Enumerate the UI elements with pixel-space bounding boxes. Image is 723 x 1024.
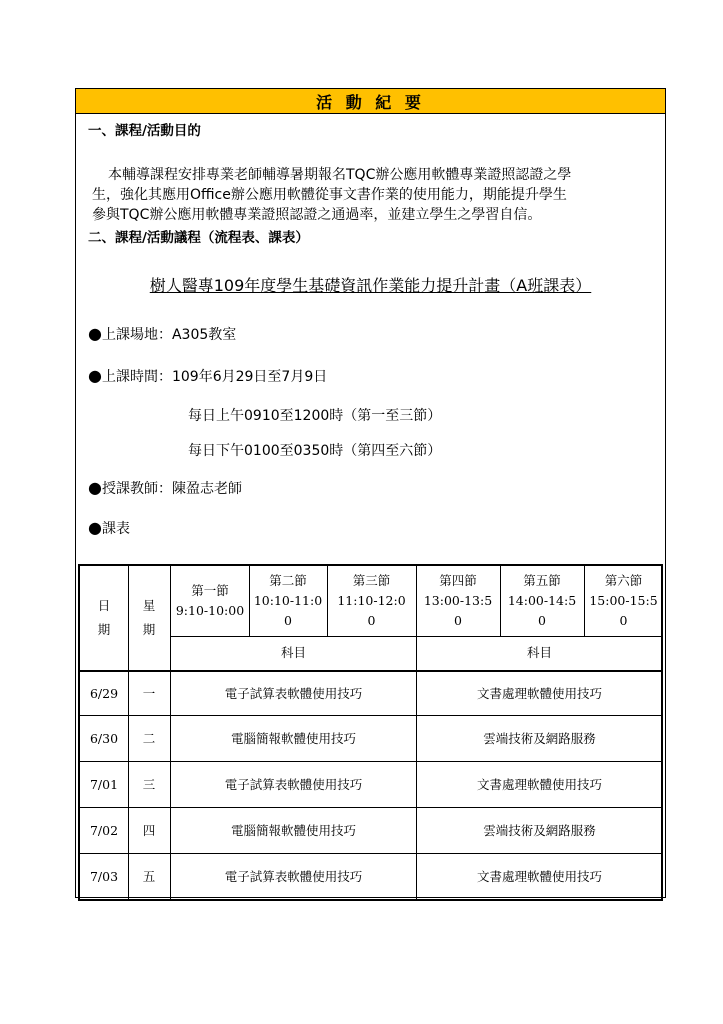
grid-line: [327, 566, 328, 636]
row-3-date: 7/01: [89, 776, 119, 792]
row-2-pm-subject: 雲端技術及網路服務: [483, 730, 596, 746]
time-line: [88, 366, 327, 386]
weekday-header: 星 期: [142, 598, 156, 637]
purpose-line-2: 生，強化其應用Office辦公應用軟體從事文書作業的使用能力，期能提升學生: [92, 187, 567, 203]
teacher-text: 授課教師：陳盈志老師: [101, 481, 242, 497]
morning-hours: 每日上午0910至1200時（第一至三節）: [188, 408, 442, 424]
row-2-weekday: 二: [142, 730, 156, 746]
period-5-header: 第五節 14:00-14:5 0: [507, 573, 577, 628]
row-5-date: 7/03: [89, 868, 119, 884]
row-4-date: 7/02: [89, 822, 119, 838]
grid-line: [249, 566, 250, 636]
grid-line: [584, 566, 585, 636]
row-5-pm-subject: 文書處理軟體使用技巧: [476, 868, 602, 884]
schedule-text: 課表: [101, 521, 130, 537]
grid-line: [80, 670, 663, 672]
row-3-weekday: 三: [142, 776, 156, 792]
activity-summary-frame: [75, 88, 666, 898]
row-4-pm-subject: 雲端技術及網路服務: [483, 822, 596, 838]
section1-title: 一、課程/活動目的: [88, 123, 201, 139]
purpose-line-3: 參與TQC辦公應用軟體專業證照認證之通過率，並建立學生之學習自信。: [92, 207, 542, 223]
row-1-pm-subject: 文書處理軟體使用技巧: [476, 685, 602, 701]
row-1-am-subject: 電子試算表軟體使用技巧: [224, 685, 363, 701]
grid-line: [170, 566, 171, 899]
bullet-icon: ●: [88, 478, 102, 497]
row-5-am-subject: 電子試算表軟體使用技巧: [224, 868, 363, 884]
period-3-header: 第三節 11:10-12:0 0: [337, 573, 406, 628]
row-2-date: 6/30: [89, 730, 119, 746]
venue-text: 上課場地：A305教室: [101, 327, 237, 343]
schedule-table: [78, 564, 663, 901]
row-4-weekday: 四: [142, 822, 156, 838]
row-1-weekday: 一: [142, 685, 156, 701]
row-2-am-subject: 電腦簡報軟體使用技巧: [230, 730, 356, 746]
grid-line: [500, 566, 501, 636]
plan-title: 樹人醫專109年度學生基礎資訊作業能力提升計畫（A班課表）: [149, 276, 592, 295]
bullet-icon: ●: [88, 518, 102, 537]
grid-line: [80, 807, 663, 808]
teacher-line: [88, 478, 242, 498]
grid-line: [80, 853, 663, 854]
grid-line: [80, 715, 663, 716]
row-5-weekday: 五: [142, 868, 156, 884]
row-3-am-subject: 電子試算表軟體使用技巧: [224, 776, 363, 792]
venue-line: [88, 324, 236, 344]
grid-line: [128, 566, 129, 899]
bullet-icon: ●: [88, 366, 102, 385]
row-3-pm-subject: 文書處理軟體使用技巧: [476, 776, 602, 792]
grid-line: [80, 761, 663, 762]
period-1-header: 第一節 9:10-10:00: [175, 583, 245, 618]
row-4-am-subject: 電腦簡報軟體使用技巧: [230, 822, 356, 838]
subject-label-pm: 科目: [526, 645, 552, 660]
grid-line: [171, 636, 663, 637]
bullet-icon: ●: [88, 324, 102, 343]
subject-label-am: 科目: [280, 645, 306, 660]
purpose-line-1: 本輔導課程安排專業老師輔導暑期報名TQC辦公應用軟體專業證照認證之學: [108, 167, 572, 183]
period-4-header: 第四節 13:00-13:5 0: [423, 573, 493, 628]
grid-line: [416, 566, 417, 899]
period-6-header: 第六節 15:00-15:5 0: [589, 573, 658, 628]
afternoon-hours: 每日下午0100至0350時（第四至六節）: [188, 443, 442, 459]
schedule-line: [88, 518, 130, 538]
time-text: 上課時間：109年6月29日至7月9日: [101, 369, 328, 385]
header-bar: [76, 89, 665, 114]
header-title: 活 動 紀 要: [316, 92, 425, 112]
period-2-header: 第二節 10:10-11:0 0: [253, 573, 323, 628]
date-header: 日 期: [97, 598, 111, 637]
section2-title: 二、課程/活動議程（流程表、課表）: [88, 230, 309, 246]
row-1-date: 6/29: [89, 685, 119, 701]
